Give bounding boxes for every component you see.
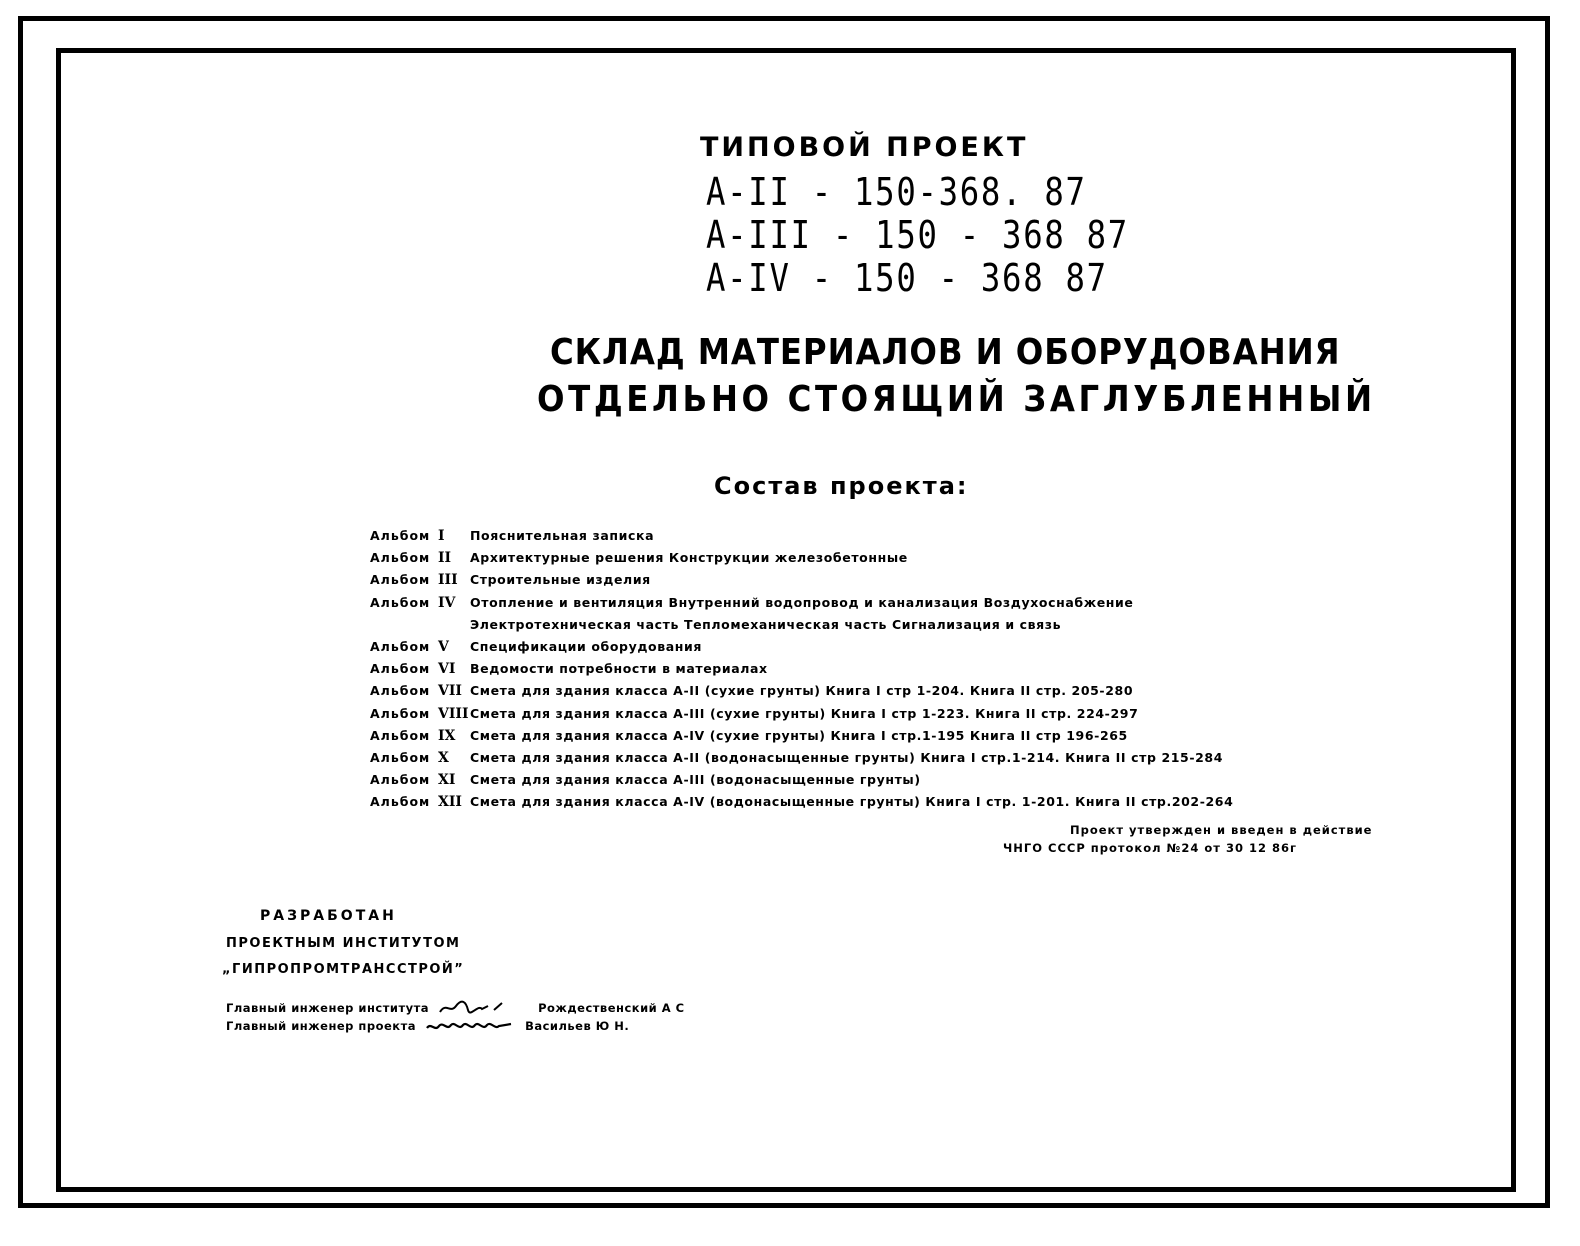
- project-code-1: А-II - 150-368. 87: [706, 170, 1087, 214]
- signature-person: Васильев Ю Н.: [525, 1018, 630, 1033]
- album-label: Альбом: [370, 661, 431, 677]
- album-description: Архитектурные решения Конструкции железобетонные: [470, 550, 908, 566]
- signature-role: Главный инженер проекта: [226, 1018, 417, 1033]
- album-row: [370, 728, 1270, 750]
- album-description: Пояснительная записка: [470, 528, 655, 543]
- project-type-label: ТИПОВОЙ ПРОЕКТ: [700, 132, 1029, 163]
- album-description: Смета для здания класса А-IV (сухие грунты) Книга I стр.1-195 Книга II стр 196-265: [470, 727, 1128, 743]
- signature-person: Рождественский А С: [538, 1000, 685, 1015]
- album-description: Ведомости потребности в материалах: [470, 661, 768, 677]
- album-row: [370, 706, 1270, 728]
- album-description: Смета для здания класса А-II (сухие грунты) Книга I стр 1-204. Книга II стр. 205-280: [470, 683, 1134, 699]
- album-numeral: XII: [438, 794, 462, 811]
- developer-institute: „ГИПРОПРОМТРАНССТРОЙ”: [222, 962, 465, 977]
- album-numeral: VIII: [438, 705, 469, 722]
- album-numeral: XI: [438, 772, 456, 789]
- approval-line-2: ЧНГО СССР протокол №24 от 30 12 86г: [1003, 841, 1297, 855]
- album-row: [370, 639, 1270, 661]
- album-numeral: III: [438, 572, 458, 589]
- album-description: Смета для здания класса А-IV (водонасыщенные грунты) Книга I стр. 1-201. Книга II стр.202-264: [470, 794, 1234, 810]
- album-numeral: VII: [438, 683, 462, 700]
- album-row: [370, 683, 1270, 705]
- signature-role: Главный инженер института: [226, 1000, 430, 1015]
- album-row: [370, 794, 1270, 816]
- album-row: [370, 528, 1270, 550]
- album-numeral: V: [438, 638, 449, 655]
- signature-row: [226, 1018, 629, 1034]
- album-description: Электротехническая часть Тепломеханическая часть Сигнализация и связь: [470, 616, 1062, 632]
- handwritten-signature-icon: [438, 1000, 528, 1016]
- album-row: [370, 595, 1270, 617]
- album-row: [370, 661, 1270, 683]
- album-description: Отопление и вентиляция Внутренний водопровод и канализация Воздухоснабжение: [470, 594, 1134, 610]
- album-row: [370, 772, 1270, 794]
- album-label: Альбом: [370, 638, 431, 654]
- album-label: Альбом: [370, 772, 431, 788]
- composition-heading: Состав проекта:: [714, 472, 969, 500]
- album-row: [370, 750, 1270, 772]
- album-label: Альбом: [370, 749, 431, 765]
- project-code-3: А-IV - 150 - 368 87: [706, 256, 1108, 300]
- album-row: [370, 550, 1270, 572]
- album-numeral: IX: [438, 727, 456, 744]
- album-label: Альбом: [370, 727, 431, 743]
- handwritten-signature-icon: [425, 1018, 515, 1034]
- album-description: Строительные изделия: [470, 572, 651, 588]
- album-row: [370, 572, 1270, 594]
- album-description: Смета для здания класса А-II (водонасыщенные грунты) Книга I стр.1-214. Книга II стр 215-284: [470, 749, 1224, 765]
- album-label: Альбом: [370, 528, 431, 543]
- project-name-line-1: СКЛАД МАТЕРИАЛОВ И ОБОРУДОВАНИЯ: [550, 332, 1341, 373]
- album-label: Альбом: [370, 594, 431, 610]
- album-row-continuation: [370, 617, 1270, 639]
- album-label: Альбом: [370, 572, 431, 588]
- album-numeral: II: [438, 550, 452, 567]
- developer-line-1: РАЗРАБОТАН: [260, 908, 397, 924]
- album-numeral: X: [438, 749, 449, 766]
- album-label: Альбом: [370, 683, 431, 699]
- album-list: [370, 528, 1270, 816]
- developer-line-2: ПРОЕКТНЫМ ИНСТИТУТОМ: [226, 936, 461, 951]
- album-description: Смета для здания класса А-III (сухие грунты) Книга I стр 1-223. Книга II стр. 224-297: [470, 705, 1139, 721]
- album-label: Альбом: [370, 794, 431, 810]
- signature-row: [226, 1000, 685, 1016]
- project-name-line-2: ОТДЕЛЬНО СТОЯЩИЙ ЗАГЛУБЛЕННЫЙ: [537, 379, 1376, 420]
- album-numeral: I: [438, 528, 445, 544]
- album-label: Альбом: [370, 705, 431, 721]
- project-code-2: А-III - 150 - 368 87: [706, 213, 1129, 257]
- album-numeral: VI: [438, 661, 456, 678]
- album-label: Альбом: [370, 550, 431, 566]
- album-numeral: IV: [438, 594, 456, 611]
- album-description: Спецификации оборудования: [470, 638, 702, 654]
- approval-line-1: Проект утвержден и введен в действие: [1070, 823, 1373, 837]
- album-description: Смета для здания класса А-III (водонасыщенные грунты): [470, 772, 921, 788]
